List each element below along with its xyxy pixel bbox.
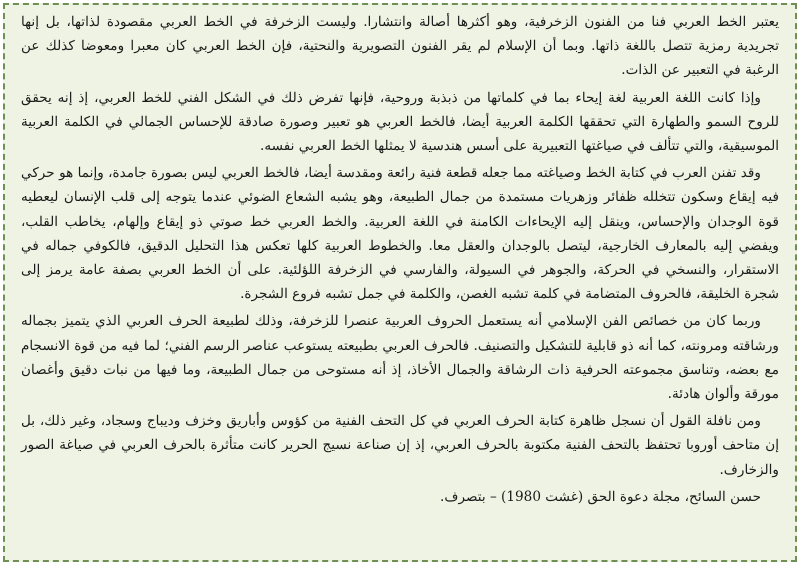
paragraph-4: وربما كان من خصائص الفن الإسلامي أنه يستعمل الحروف العربية عنصرا للزخرفة، وذلك لطبيعة الحرف العربي الذي يتميز بجماله ورشاقته ومرونته، كما أنه ذو قابلية للتشكيل والتصنيف. فالحرف العربي بطبيعته يستوعب عناصر الرسم الفني؛ لما فيه من قوة الانسجام مع بعضه، وتناسق مجموعته الحرفية ذات الرشاقة والجمال الأخاذ، إذ أنه مستوحى من جمال الطبيعة، وما فيها من نبات دقيق وأغصان مورقة وألوان هادئة. — [21, 313, 779, 403]
paragraph-5: ومن نافلة القول أن نسجل ظاهرة كتابة الحرف العربي في كل التحف الفنية من كؤوس وأباريق وخزف وديباج وسجاد، وغير ذلك، بل إن متاحف أوروبا تحتفظ بالتحف الفنية مكتوبة بالحرف العربي، إذ إن صناعة نسيج الحرير كانت متأثرة بالحرف العربي في صياغة الصور والزخارف. — [21, 413, 779, 478]
citation: حسن السائح، مجلة دعوة الحق (غشت 1980) – بتصرف. — [440, 488, 761, 505]
paragraph-3: وقد تفنن العرب في كتابة الخط وصياغته مما جعله قطعة فنية رائعة ومقدسة أيضا، فالخط العربي ليس بصورة جامدة، وإنما هو حركي فيه إيقاع وسكون تتخلله ظفائر وزهريات مستمدة من جمال الطبيعة، وهو يشبه الشعاع الضوئي عندما يتوجه إلى قلب الإنسان ليعطيه قوة الوجدان والإحساس، وينقل إليه الإيحاءات الكامنة في اللغة العربية. والخط العربي خط صوتي ذو إيقاع وإلهام، يخاطب القلب، ويفضي إليه بالمعارف الخارجية، ليتصل بالوجدان والعقل معا. والخطوط العربية كلها تعكس هذا التحليل الدقيق، فالكوفي جماله في الاستقرار، والنسخي في الحركة، والجوهر في السيولة، والفارسي في الزخرفة اللؤلئية. على أن الخط العربي بصفة عامة يرمز إلى شجرة الخليقة، فالحروف المتضامة في كلمة تشبه الغصن، والكلمة في جمل تشبه فروع الشجرة. — [21, 165, 779, 303]
article-frame — [3, 3, 797, 562]
paragraph-2: وإذا كانت اللغة العربية لغة إيحاء بما في كلماتها من ذبذبة وروحية، فإنها تفرض ذلك في الشكل الفني للخط العربي، إذ إنه يحقق للروح السمو والطهارة التي تحققها الكلمة العربية أيضا، فالخط العربي هو تعبير وصورة صادقة للإحساس الجمالي في الكلمة العربية الموسيقية، والتي تتألف في صياغتها التعبيرية على أسس هندسية لا يمثلها الخط العربي نفسه. — [21, 89, 779, 155]
paragraph-1: يعتبر الخط العربي فنا من الفنون الزخرفية، وهو أكثرها أصالة وانتشارا. وليست الزخرفة في الخط العربي مقصودة لذاتها، بل إنها تجريدية رمزية تتصل باللغة ذاتها. وبما أن الإسلام لم يقر الفنون التصويرية والنحتية، فإن الخط العربي كان معبرا ومعوضا كذلك عن الرغبة في التعبير عن الذات. — [21, 14, 779, 79]
